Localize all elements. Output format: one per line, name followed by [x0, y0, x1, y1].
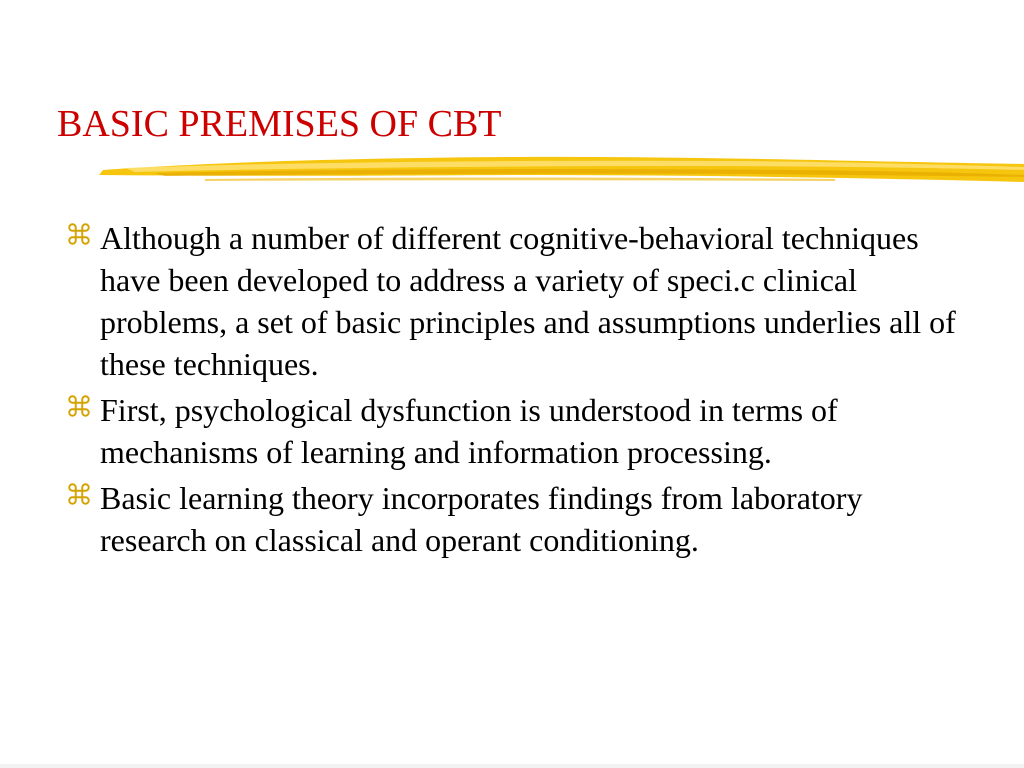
bullet-text: Basic learning theory incorporates findings from laboratory research on classical and operant conditioning. [100, 480, 863, 558]
bullet-item [60, 217, 960, 385]
command-key-icon [66, 221, 92, 247]
slide-title: BASIC PREMISES OF CBT [57, 103, 502, 145]
command-key-icon [66, 481, 92, 507]
bullet-text: Although a number of different cognitive-behavioral techniques have been developed to address a variety of speci.c clinical problems, a set of basic principles and assumptions underlies all of these techniques. [100, 220, 956, 382]
footer-divider [0, 764, 1024, 768]
bullet-item [60, 389, 960, 473]
command-key-icon [66, 393, 92, 419]
bullet-list [60, 217, 960, 565]
bullet-item [60, 477, 960, 561]
bullet-text: First, psychological dysfunction is understood in terms of mechanisms of learning and information processing. [100, 392, 838, 470]
title-underline-brushstroke [95, 148, 1024, 188]
